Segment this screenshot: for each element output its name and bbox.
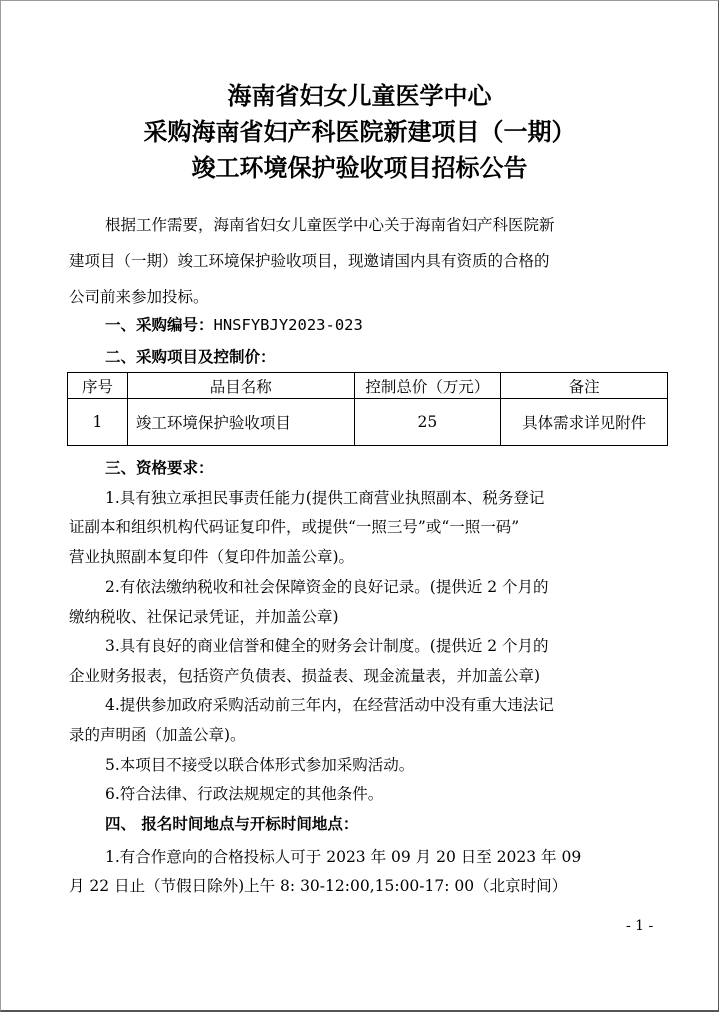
table-header-row <box>68 373 668 399</box>
cell-name: 竣工环境保护验收项目 <box>127 399 354 446</box>
cell-price: 25 <box>354 399 501 446</box>
header-name: 品目名称 <box>127 373 354 399</box>
req-line: 营业执照副本复印件（复印件加盖公章)。 <box>69 548 355 566</box>
intro-line-2: 建项目（一期）竣工环境保护验收项目，现邀请国内具有资质的合格的 <box>69 252 550 270</box>
section-3-heading: 三、资格要求： <box>105 459 214 477</box>
req-line: 企业财务报表，包括资产负债表、损益表、现金流量表，并加盖公章) <box>69 667 541 685</box>
header-no: 序号 <box>68 373 128 399</box>
title-line-2: 采购海南省妇产科医院新建项目（一期） <box>143 118 576 146</box>
cell-note: 具体需求详见附件 <box>501 399 668 446</box>
req-line: 缴纳税收、社保记录凭证，并加盖公章) <box>69 608 339 626</box>
table-row <box>68 399 668 446</box>
section-1-label: 一、采购编号： <box>105 316 214 334</box>
procurement-code: HNSFYBJY2023-023 <box>213 316 363 334</box>
title-line-1: 海南省妇女儿童医学中心 <box>227 82 492 110</box>
title-line-3: 竣工环境保护验收项目招标公告 <box>191 154 528 182</box>
req-line: 6.符合法律、行政法规规定的其他条件。 <box>105 785 384 803</box>
req-line: 2.有依法缴纳税收和社会保障资金的良好记录。(提供近 2 个月的 <box>105 578 549 596</box>
req-line: 3.具有良好的商业信誉和健全的财务会计制度。(提供近 2 个月的 <box>105 637 549 655</box>
req-line: 录的声明函（加盖公章)。 <box>69 726 246 744</box>
req-line: 5.本项目不接受以联合体形式参加采购活动。 <box>105 756 415 774</box>
req-line: 证副本和组织机构代码证复印件，或提供“一照三号”或“一照一码” <box>69 518 520 536</box>
cell-no: 1 <box>68 399 128 446</box>
section-1-heading <box>105 313 363 335</box>
page-number: - 1 - <box>626 918 654 934</box>
intro-line-1: 根据工作需要，海南省妇女儿童医学中心关于海南省妇产科医院新 <box>105 216 555 234</box>
procurement-table <box>67 372 668 446</box>
schedule-line: 1.有合作意向的合格投标人可于 2023 年 09 月 20 日至 2023 年 09 <box>105 848 582 866</box>
req-line: 1.具有独立承担民事责任能力(提供工商营业执照副本、税务登记 <box>105 489 545 507</box>
schedule-line: 月 22 日止（节假日除外)上午 8: 30-12:00,15:00-17: 00（北京时间） <box>69 877 568 895</box>
header-price: 控制总价（万元） <box>354 373 501 399</box>
header-note: 备注 <box>501 373 668 399</box>
section-4-heading: 四、 报名时间地点与开标时间地点： <box>105 815 359 833</box>
section-2-heading: 二、采购项目及控制价： <box>105 348 276 366</box>
intro-line-3: 公司前来参加投标。 <box>69 288 209 306</box>
req-line: 4.提供参加政府采购活动前三年内，在经营活动中没有重大违法记 <box>105 696 554 714</box>
